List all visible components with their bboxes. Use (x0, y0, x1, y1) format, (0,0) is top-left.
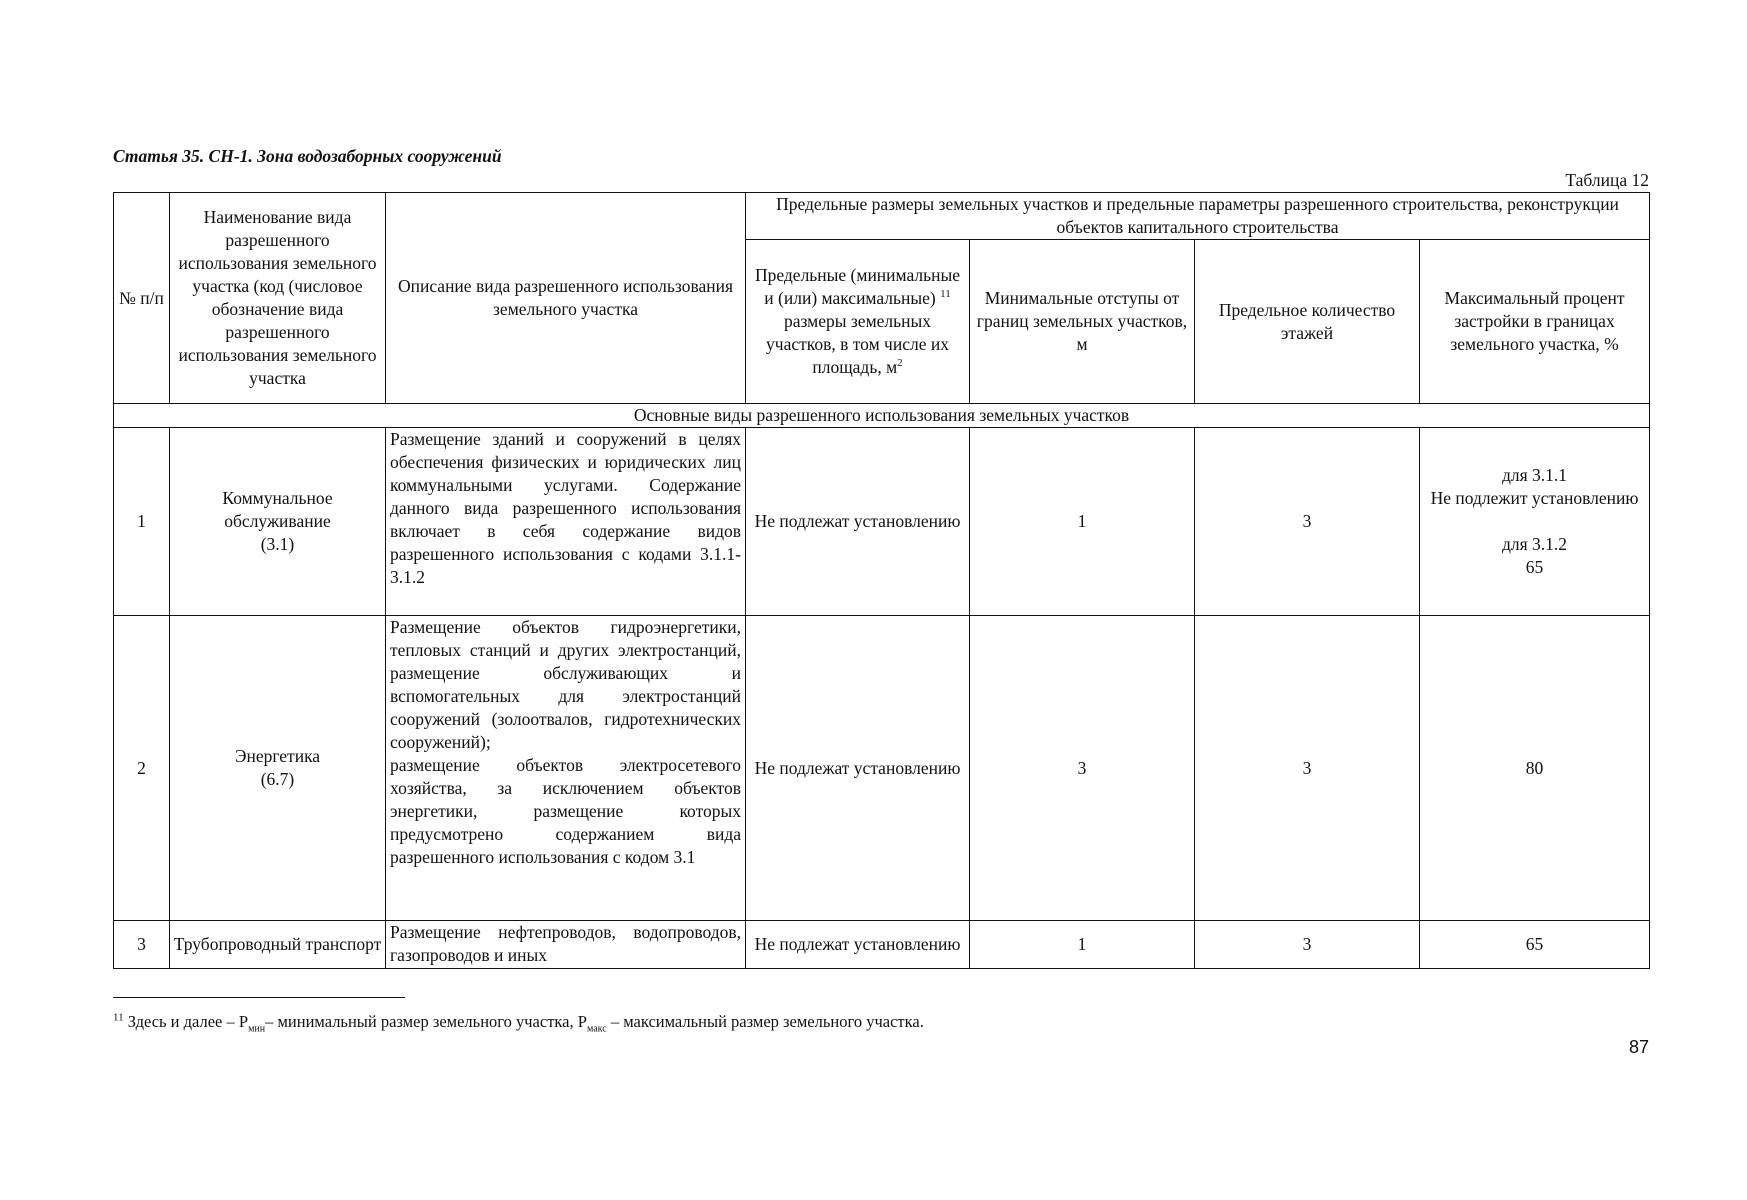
row-code: (6.7) (260, 769, 295, 789)
row-name-text: Коммунальное обслуживание (222, 488, 333, 531)
row-size: Не подлежат установлению (746, 921, 970, 969)
row-size: Не подлежат установлению (746, 428, 970, 616)
section-title: Основные виды разрешенного использования земельных участков (114, 404, 1650, 428)
header-floors: Предельное количество этажей (1195, 240, 1420, 404)
table-row (114, 428, 1650, 616)
row-num: 1 (114, 428, 170, 616)
row-name: Трубопроводный транспорт (170, 921, 386, 969)
header-setback: Минимальные отступы от границ земельных участков, м (970, 240, 1195, 404)
row-floors: 3 (1195, 921, 1420, 969)
header-name: Наименование вида разрешенного использования земельного участка (код (числовое обозначение вида разрешенного использования земельного участка (170, 193, 386, 404)
row-setback: 1 (970, 921, 1195, 969)
row-name (170, 616, 386, 921)
article-heading: Статья 35. СН-1. Зона водозаборных сооружений (113, 146, 502, 166)
header-size-footnote-ref: 11 (940, 288, 951, 301)
page-number: 87 (1628, 1037, 1649, 1057)
row-desc: Размещение зданий и сооружений в целях обеспечения физических и юридических лиц коммунальными услугами. Содержание данного вида разрешенного использования включает в себя содержание видов разрешенного использования с кодами 3.1.1-3.1.2 (386, 428, 746, 616)
zoning-table (113, 192, 1650, 969)
footnote-number: 11 (113, 1011, 124, 1024)
row-coverage: 80 (1420, 616, 1650, 921)
header-size-unit-sup: 2 (897, 357, 903, 370)
section-row (114, 404, 1650, 428)
header-size-post: размеры земельных участков, в том числе их площадь, м (766, 311, 949, 377)
header-desc: Описание вида разрешенного использования земельного участка (386, 193, 746, 404)
table-row (114, 921, 1650, 969)
footnote-rule (113, 997, 405, 998)
coverage-b-label: для 3.1.2 (1501, 534, 1568, 554)
footnote (113, 1011, 924, 1035)
coverage-a-label: для 3.1.1 (1501, 465, 1568, 485)
footnote-text-b: – минимальный размер земельного участка, Р (265, 1012, 587, 1031)
row-num: 3 (114, 921, 170, 969)
row-code: (3.1) (260, 534, 295, 554)
row-num: 2 (114, 616, 170, 921)
header-size-pre: Предельные (минимальные и (или) максимальные) (754, 265, 961, 308)
coverage-b-value: 65 (1525, 557, 1544, 577)
row-size: Не подлежат установлению (746, 616, 970, 921)
row-desc-p2: размещение объектов электросетевого хозяйства, за исключением объектов энергетики, размещение которых предусмотрено содержанием вида разрешенного использования с кодом 3.1 (390, 755, 741, 867)
footnote-sub-max: макс (586, 1023, 607, 1035)
row-name (170, 428, 386, 616)
row-floors: 3 (1195, 616, 1420, 921)
row-setback: 1 (970, 428, 1195, 616)
row-setback: 3 (970, 616, 1195, 921)
footnote-text-c: – максимальный размер земельного участка. (606, 1012, 924, 1031)
table-row (114, 616, 1650, 921)
row-desc (386, 616, 746, 921)
row-desc-p1: Размещение объектов гидроэнергетики, тепловых станций и других электростанций, размещение обслуживающих и вспомогательных для электростанций сооружений (золоотвалов, гидротехнических сооружений); (390, 617, 741, 752)
row-floors: 3 (1195, 428, 1420, 616)
header-group: Предельные размеры земельных участков и предельные параметры разрешенного строительства, реконструкции объектов капитального строительства (746, 193, 1650, 240)
table-label: Таблица 12 (1565, 170, 1649, 190)
header-num: № п/п (114, 193, 170, 404)
row-coverage (1420, 428, 1650, 616)
footnote-text-a: Здесь и далее – Р (127, 1012, 249, 1031)
header-coverage: Максимальный процент застройки в границах земельного участка, % (1420, 240, 1650, 404)
row-coverage: 65 (1420, 921, 1650, 969)
row-name-text: Энергетика (234, 746, 321, 766)
coverage-gap (1423, 510, 1646, 533)
footnote-sub-min: мин (248, 1023, 266, 1035)
header-row-1 (114, 193, 1650, 240)
header-size (746, 240, 970, 404)
row-desc: Размещение нефтепроводов, водопроводов, газопроводов и иных (386, 921, 746, 969)
coverage-a-value: Не подлежит установлению (1430, 488, 1639, 508)
